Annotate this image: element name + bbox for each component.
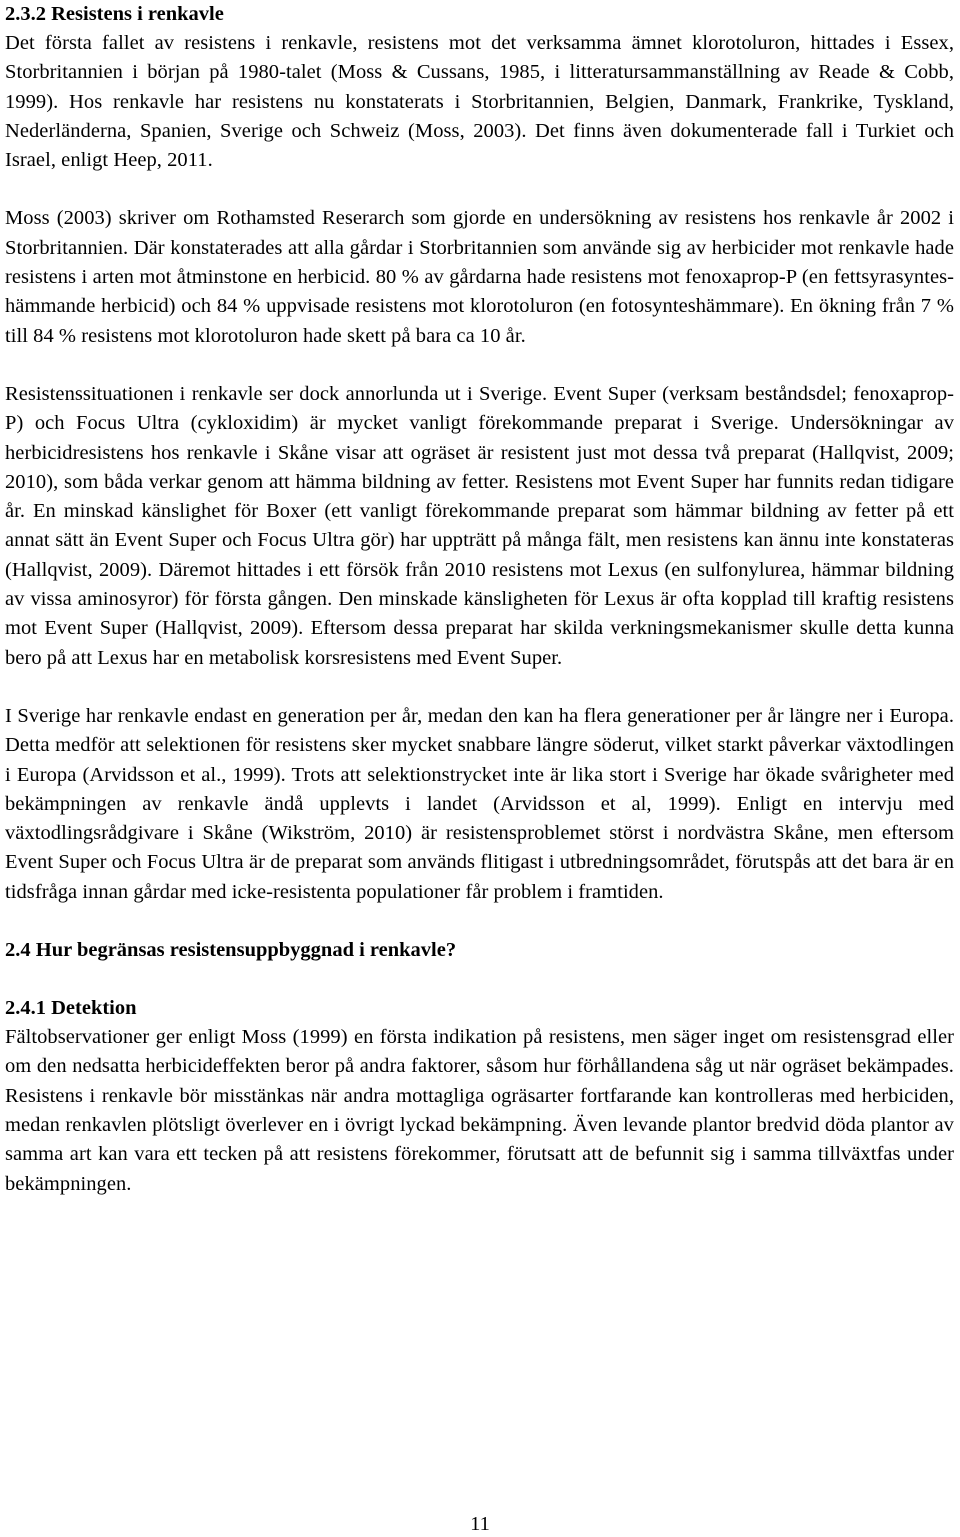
document-page	[5, 0, 954, 1199]
paragraph-spacer	[5, 673, 954, 702]
paragraph-spacer	[5, 907, 954, 936]
paragraph: Resistenssituationen i renkavle ser dock annorlunda ut i Sverige. Event Super (verksam beståndsdel; fenoxaprop-P) och Focus Ultra (cykloxidim) är mycket vanligt förekommande preparat i Sverige. Undersökningar av herbicidresistens hos renkavle i Skåne visar att ogräset är resistent just mot dessa två preparat (Hallqvist, 2009; 2010), som båda verkar genom att hämma bildning av fetter. Resistens mot Event Super har funnits redan tidigare år. En minskad känslighet för Boxer (ett vanligt förekommande preparat som hämmar bildning av fetter på ett annat sätt än Event Super och Focus Ultra gör) har uppträtt på många fält, men resistens kan ännu inte konstateras (Hallqvist, 2009). Däremot hittades i ett försök från 2010 resistens mot Lexus (en sulfonylurea, hämmar bildning av vissa aminosyror) för första gången. Den minskade känsligheten för Lexus är ofta kopplad till kraftig resistens mot Event Super (Hallqvist, 2009). Eftersom dessa preparat har skilda verkningsmekanismer skulle detta kunna bero på att Lexus har en metabolisk korsresistens med Event Super.	[5, 382, 954, 669]
paragraph-spacer	[5, 351, 954, 380]
paragraph-spacer	[5, 965, 954, 994]
section-heading-2-4: 2.4 Hur begränsas resistensuppbyggnad i renkavle?	[5, 939, 457, 962]
paragraph: Fältobservationer ger enligt Moss (1999) en första indikation på resistens, men säger inget om resistensgrad eller om den nedsatta herbicideffekten beror på andra faktorer, såsom hur förhållandena såg ut när ogräset bekämpades. Resistens i renkavle bör misstänkas när andra mottagliga ogräsarter fortfarande kan kontrolleras med herbiciden, medan renkavlen plötsligt överlever en i övrigt lyckad bekämpning. Även levande plantor bredvid döda plantor av samma art kan vara ett tecken på att resistens förekommer, förutsatt att de befunnit sig i samma tillväxtfas under bekämpningen.	[5, 1026, 954, 1195]
paragraph: I Sverige har renkavle endast en generation per år, medan den kan ha flera generationer per år längre ner i Europa. Detta medför att selektionen för resistens sker mycket snabbare längre söderut, vilket starkt påverkar växtodlingen i Europa (Arvidsson et al., 1999). Trots att selektionstrycket inte är lika stort i Sverige har ökade svårigheter med bekämpningen av renkavle ändå upplevts i landet (Arvidsson et al, 1999). Enligt en intervju med växtodlingsrådgivare i Skåne (Wikström, 2010) är resistensproblemet störst i nordvästra Skåne, men eftersom Event Super och Focus Ultra är de preparat som används flitigast i utbredningsområdet, förutspås att det bara är en tidsfråga innan gårdar med icke-resistenta populationer får problem i framtiden.	[5, 704, 954, 903]
section-heading-2-4-1: 2.4.1 Detektion	[5, 997, 137, 1020]
page-number: 11	[470, 1513, 490, 1535]
paragraph: Det första fallet av resistens i renkavle, resistens mot det verksamma ämnet klorotoluron, hittades i Essex, Storbritannien i början på 1980-talet (Moss & Cussans, 1985, i litteratursammanställning av Reade & Cobb, 1999). Hos renkavle har resistens nu konstaterats i Storbritannien, Belgien, Danmark, Frankrike, Tyskland, Nederländerna, Spanien, Sverige och Schweiz (Moss, 2003). Det finns även dokumenterade fall i Turkiet och Israel, enligt Heep, 2011.	[5, 32, 954, 172]
paragraph: Moss (2003) skriver om Rothamsted Reserarch som gjorde en undersökning av resistens hos renkavle år 2002 i Storbritannien. Där konstaterades att alla gårdar i Storbritannien som använde sig av herbicider mot renkavle hade resistens i arten mot åtminstone en herbicid. 80 % av gårdarna hade resistens mot fenoxaprop-P (en fettsyrasyntes-hämmande herbicid) och 84 % uppvisade resistens mot klorotoluron (en fotosynteshämmare). En ökning från 7 % till 84 % resistens mot klorotoluron hade skett på bara ca 10 år.	[5, 207, 954, 347]
section-heading-2-3-2: 2.3.2 Resistens i renkavle	[5, 3, 224, 25]
paragraph-spacer	[5, 175, 954, 204]
